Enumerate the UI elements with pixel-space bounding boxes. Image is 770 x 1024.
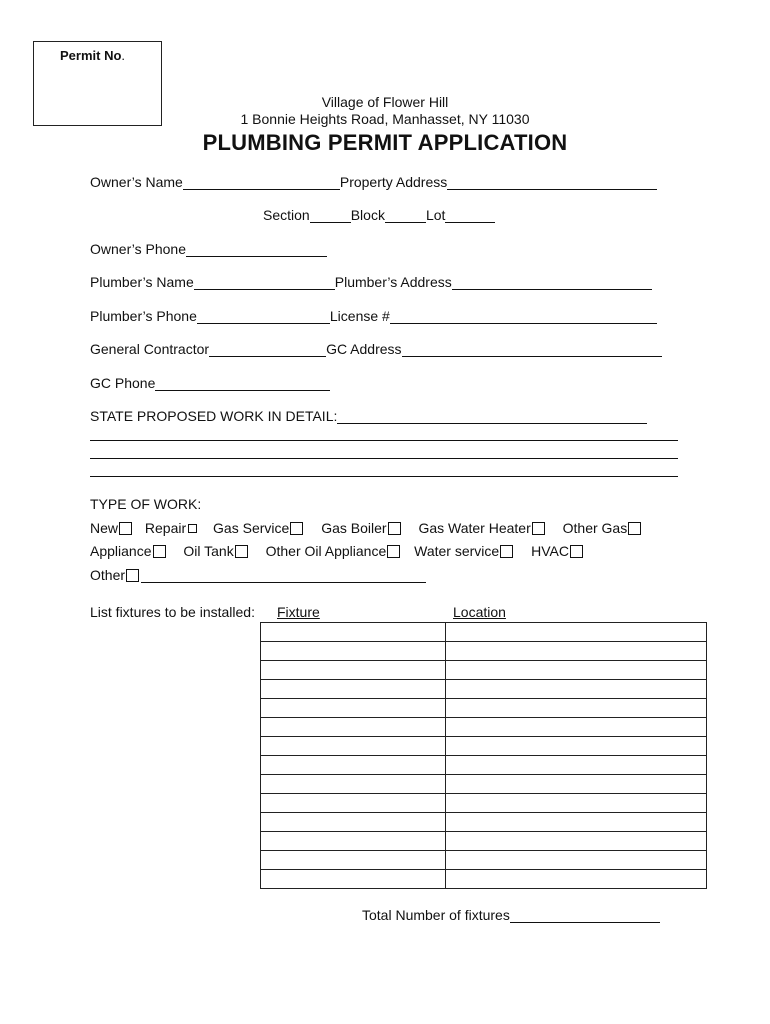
gas-water-heater-label: Gas Water Heater [418,520,531,536]
block-field[interactable] [385,208,426,223]
location-cell[interactable] [446,870,707,889]
gas-service-checkbox[interactable] [290,522,303,535]
village-address: 1 Bonnie Heights Road, Manhasset, NY 11030 [240,111,530,127]
owner-phone-row [90,241,327,257]
fixture-cell[interactable] [261,737,446,756]
fixture-cell[interactable] [261,832,446,851]
fixture-cell[interactable] [261,642,446,661]
fixture-row [261,680,707,699]
type-of-work-row-2 [90,543,585,559]
plumber-phone-row [90,308,657,324]
gas-boiler-label: Gas Boiler [321,520,387,536]
fixture-row [261,699,707,718]
lot-label: Lot [425,207,446,223]
fixture-row [261,756,707,775]
block-label: Block [350,207,385,223]
other-gas-checkbox[interactable] [628,522,641,535]
fixtures-intro: List fixtures to be installed: [90,604,255,620]
new-label: New [90,520,119,536]
other-oil-appliance-label: Other Oil Appliance [265,543,387,559]
location-cell[interactable] [446,832,707,851]
type-of-work-heading: TYPE OF WORK: [90,496,202,512]
gas-water-heater-checkbox[interactable] [532,522,545,535]
other-field[interactable] [141,568,426,583]
location-cell[interactable] [446,680,707,699]
location-cell[interactable] [446,813,707,832]
fixture-row [261,737,707,756]
location-cell[interactable] [446,756,707,775]
property-address-field[interactable] [447,175,657,190]
village-name: Village of Flower Hill [321,94,449,110]
total-fixtures-label: Total Number of fixtures [362,907,510,923]
fixture-row [261,775,707,794]
location-cell[interactable] [446,699,707,718]
fixture-cell[interactable] [261,661,446,680]
proposed-work-line[interactable] [90,458,678,459]
proposed-work-line[interactable] [90,476,678,477]
fixture-cell[interactable] [261,794,446,813]
fixture-cell[interactable] [261,680,446,699]
fixture-cell[interactable] [261,813,446,832]
type-of-work-row-3 [90,567,426,583]
general-contractor-label: General Contractor [90,341,210,357]
fixture-row [261,870,707,889]
fixture-row [261,851,707,870]
owner-name-field[interactable] [183,175,340,190]
section-label: Section [263,207,310,223]
oil-tank-label: Oil Tank [183,543,234,559]
section-field[interactable] [310,208,351,223]
appliance-checkbox[interactable] [153,545,166,558]
other-gas-label: Other Gas [562,520,628,536]
fixture-row [261,661,707,680]
license-field[interactable] [390,309,657,324]
general-contractor-field[interactable] [209,342,326,357]
fixture-row [261,813,707,832]
fixture-row [261,832,707,851]
owner-property-row [90,174,657,190]
plumber-address-field[interactable] [452,275,652,290]
proposed-work-line[interactable] [90,440,678,441]
fixture-row [261,642,707,661]
fixture-row [261,718,707,737]
repair-label: Repair [144,520,187,536]
gc-phone-field[interactable] [155,376,330,391]
plumber-phone-field[interactable] [197,309,330,324]
location-column-header: Location [453,604,506,620]
location-cell[interactable] [446,661,707,680]
hvac-checkbox[interactable] [570,545,583,558]
owner-name-label: Owner’s Name [90,174,183,190]
fixture-row [261,794,707,813]
location-cell[interactable] [446,851,707,870]
proposed-work-field[interactable] [337,409,647,424]
location-cell[interactable] [446,642,707,661]
repair-checkbox[interactable] [188,524,197,533]
fixture-cell[interactable] [261,756,446,775]
location-cell[interactable] [446,718,707,737]
gas-service-label: Gas Service [213,520,290,536]
gc-address-field[interactable] [402,342,662,357]
total-fixtures-field[interactable] [510,908,660,923]
type-of-work-row-1 [90,520,643,536]
new-checkbox[interactable] [119,522,132,535]
other-oil-appliance-checkbox[interactable] [387,545,400,558]
proposed-work-label: STATE PROPOSED WORK IN DETAIL: [90,408,338,424]
form-title: PLUMBING PERMIT APPLICATION [202,130,568,155]
oil-tank-checkbox[interactable] [235,545,248,558]
owner-phone-label: Owner’s Phone [90,241,186,257]
location-cell[interactable] [446,794,707,813]
plumber-name-field[interactable] [194,275,335,290]
plumber-name-label: Plumber’s Name [90,274,194,290]
fixture-column-header: Fixture [277,604,320,620]
fixture-cell[interactable] [261,870,446,889]
fixture-cell[interactable] [261,851,446,870]
property-address-label: Property Address [339,174,448,190]
other-label: Other [90,567,126,583]
hvac-label: HVAC [531,543,569,559]
permit-number-label: Permit No. [60,48,126,63]
contractor-row [90,341,662,357]
water-service-checkbox[interactable] [500,545,513,558]
fixture-row [261,623,707,642]
fixture-cell[interactable] [261,699,446,718]
owner-phone-field[interactable] [186,242,327,257]
appliance-label: Appliance [90,543,152,559]
total-fixtures-row [362,907,660,923]
license-label: License # [329,308,390,324]
location-cell[interactable] [446,775,707,794]
gc-address-label: GC Address [326,341,402,357]
water-service-label: Water service [414,543,500,559]
gc-phone-label: GC Phone [90,375,156,391]
section-block-lot-row [263,207,495,223]
plumber-name-row [90,274,652,290]
plumber-address-label: Plumber’s Address [334,274,452,290]
fixture-cell[interactable] [261,775,446,794]
lot-field[interactable] [445,208,495,223]
location-cell[interactable] [446,737,707,756]
proposed-work-row [90,408,647,424]
location-cell[interactable] [446,623,707,642]
gas-boiler-checkbox[interactable] [388,522,401,535]
other-checkbox[interactable] [126,569,139,582]
gc-phone-row [90,375,330,391]
fixture-cell[interactable] [261,623,446,642]
fixtures-table [260,622,707,889]
plumber-phone-label: Plumber’s Phone [90,308,197,324]
fixture-cell[interactable] [261,718,446,737]
